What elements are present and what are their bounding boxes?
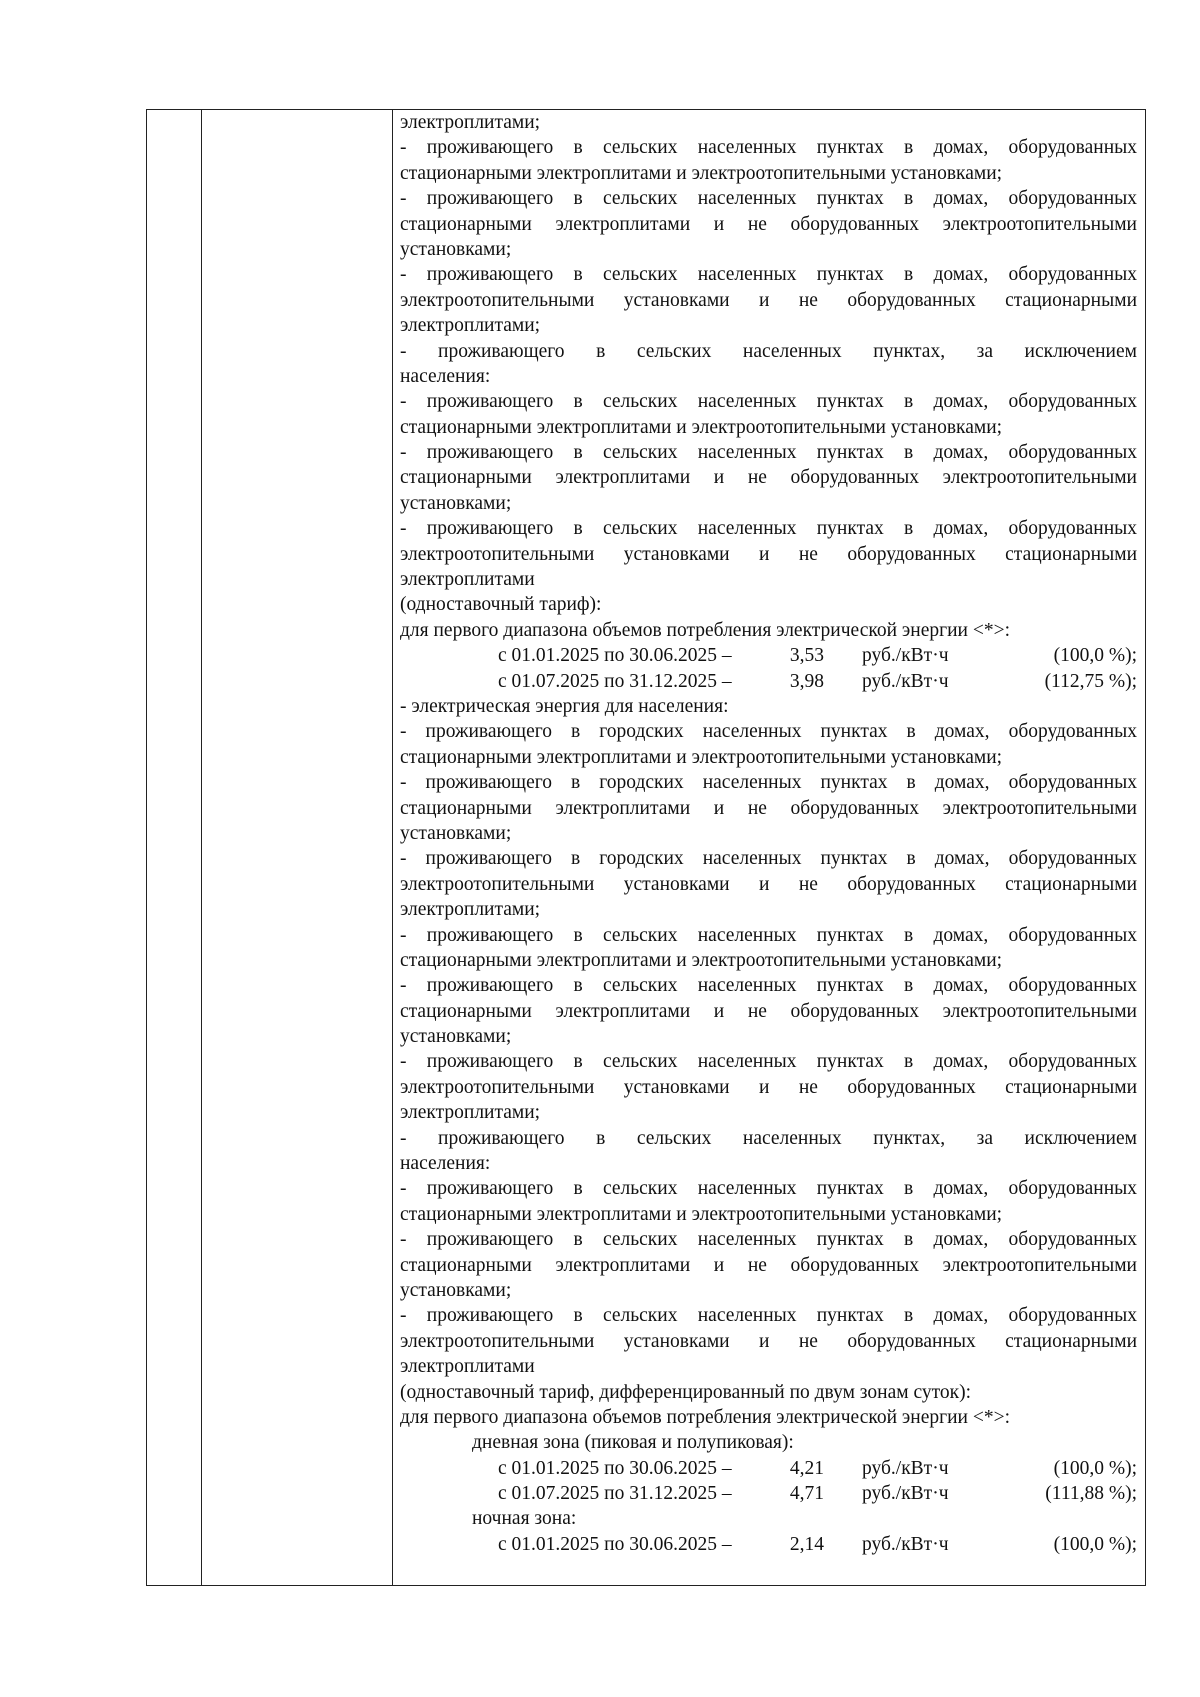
- text-line: - электрическая энергия для населения:: [400, 695, 729, 717]
- text-line: населения:: [400, 365, 491, 387]
- tariff-unit: руб./кВт·ч: [862, 670, 949, 692]
- tariff-unit: руб./кВт·ч: [862, 645, 949, 667]
- text-line: электроплитами: [400, 569, 535, 591]
- tariff-percent: (111,88 %);: [1045, 1483, 1137, 1505]
- text-line: стационарными электроплитами и электроотопительными установками;: [400, 1203, 1003, 1225]
- text-line: установками;: [400, 492, 512, 514]
- text-line: стационарными электроплитами и не оборудованных электроотопительными: [400, 467, 1137, 489]
- tariff-unit: руб./кВт·ч: [862, 1533, 949, 1555]
- table-text-cell: [400, 110, 1137, 1557]
- text-line: - проживающего в сельских населенных пунктах в домах, оборудованных: [400, 1305, 1137, 1327]
- tariff-percent: (100,0 %);: [1053, 645, 1137, 667]
- text-line: стационарными электроплитами и не оборудованных электроотопительными: [400, 213, 1137, 235]
- tariff-percent: (112,75 %);: [1044, 670, 1137, 692]
- tariff-row: [400, 1532, 1137, 1557]
- text-line: (одноставочный тариф):: [400, 594, 602, 616]
- text-line: для первого диапазона объемов потребления электрической энергии <*>:: [400, 1406, 1011, 1428]
- tariff-value: 4,21: [789, 1457, 824, 1479]
- text-line: - проживающего в городских населенных пунктах в домах, оборудованных: [400, 721, 1137, 743]
- text-line: стационарными электроплитами и электроотопительными установками;: [400, 162, 1003, 184]
- text-line: - проживающего в сельских населенных пунктах в домах, оборудованных: [400, 975, 1137, 997]
- table-column-divider: [201, 110, 202, 1585]
- text-line: - проживающего в сельских населенных пунктах в домах, оборудованных: [400, 1051, 1137, 1073]
- text-line: электроплитами;: [400, 112, 541, 133]
- text-line: установками;: [400, 822, 512, 844]
- text-line: - проживающего в сельских населенных пунктах в домах, оборудованных: [400, 1229, 1137, 1251]
- tariff-period: с 01.01.2025 по 30.06.2025 –: [498, 645, 732, 667]
- tariff-percent: (100,0 %);: [1053, 1457, 1137, 1479]
- text-line: электроотопительными установками и не оборудованных стационарными: [400, 543, 1137, 565]
- text-line: электроплитами;: [400, 315, 541, 337]
- tariff-unit: руб./кВт·ч: [862, 1483, 949, 1505]
- tariff-row: [400, 643, 1137, 668]
- text-line: - проживающего в сельских населенных пунктах в домах, оборудованных: [400, 924, 1137, 946]
- tariff-row: [400, 669, 1137, 694]
- text-line: электроплитами;: [400, 899, 541, 921]
- text-line: установками;: [400, 1026, 512, 1048]
- tariff-period: с 01.01.2025 по 30.06.2025 –: [498, 1457, 732, 1479]
- tariff-unit: руб./кВт·ч: [862, 1457, 949, 1479]
- tariff-percent: (100,0 %);: [1053, 1533, 1137, 1555]
- tariff-row: [400, 1481, 1137, 1506]
- zone-label: дневная зона (пиковая и полупиковая):: [472, 1432, 794, 1454]
- text-line: электроплитами;: [400, 1102, 541, 1124]
- text-line: стационарными электроплитами и электроотопительными установками;: [400, 746, 1003, 768]
- text-line: - проживающего в сельских населенных пунктах, за исключением: [400, 340, 1137, 362]
- text-line: - проживающего в сельских населенных пунктах в домах, оборудованных: [400, 1178, 1137, 1200]
- text-line: стационарными электроплитами и электроотопительными установками;: [400, 949, 1003, 971]
- tariff-table: [146, 109, 1146, 1586]
- text-line: для первого диапазона объемов потребления электрической энергии <*>:: [400, 619, 1011, 641]
- tariff-period: с 01.07.2025 по 31.12.2025 –: [498, 670, 732, 692]
- text-line: электроотопительными установками и не оборудованных стационарными: [400, 1330, 1137, 1352]
- tariff-value: 2,14: [789, 1533, 824, 1555]
- tariff-period: с 01.01.2025 по 30.06.2025 –: [498, 1533, 732, 1555]
- text-line: установками;: [400, 238, 512, 260]
- text-line: - проживающего в городских населенных пунктах в домах, оборудованных: [400, 772, 1137, 794]
- tariff-row: [400, 1456, 1137, 1481]
- text-line: - проживающего в сельских населенных пунктах в домах, оборудованных: [400, 442, 1137, 464]
- text-line: электроплитами: [400, 1356, 535, 1378]
- text-line: - проживающего в сельских населенных пунктах в домах, оборудованных: [400, 264, 1137, 286]
- text-line: стационарными электроплитами и не оборудованных электроотопительными: [400, 1000, 1137, 1022]
- text-line: (одноставочный тариф, дифференцированный по двум зонам суток):: [400, 1381, 971, 1403]
- text-line: стационарными электроплитами и не оборудованных электроотопительными: [400, 1254, 1137, 1276]
- text-line: электроотопительными установками и не оборудованных стационарными: [400, 289, 1137, 311]
- text-line: населения:: [400, 1153, 491, 1175]
- text-line: - проживающего в сельских населенных пунктах в домах, оборудованных: [400, 518, 1137, 540]
- tariff-value: 3,53: [789, 645, 824, 667]
- text-line: - проживающего в сельских населенных пунктах, за исключением: [400, 1127, 1137, 1149]
- text-line: электроотопительными установками и не оборудованных стационарными: [400, 873, 1137, 895]
- text-line: - проживающего в сельских населенных пунктах в домах, оборудованных: [400, 137, 1137, 159]
- text-line: - проживающего в сельских населенных пунктах в домах, оборудованных: [400, 391, 1137, 413]
- tariff-value: 3,98: [789, 670, 824, 692]
- table-column-divider: [392, 110, 393, 1585]
- zone-label: ночная зона:: [472, 1508, 577, 1530]
- text-line: - проживающего в городских населенных пунктах в домах, оборудованных: [400, 848, 1137, 870]
- text-line: стационарными электроплитами и электроотопительными установками;: [400, 416, 1003, 438]
- tariff-period: с 01.07.2025 по 31.12.2025 –: [498, 1483, 732, 1505]
- text-line: электроотопительными установками и не оборудованных стационарными: [400, 1076, 1137, 1098]
- text-line: - проживающего в сельских населенных пунктах в домах, оборудованных: [400, 188, 1137, 210]
- text-line: стационарными электроплитами и не оборудованных электроотопительными: [400, 797, 1137, 819]
- text-line: установками;: [400, 1279, 512, 1301]
- tariff-value: 4,71: [789, 1483, 824, 1505]
